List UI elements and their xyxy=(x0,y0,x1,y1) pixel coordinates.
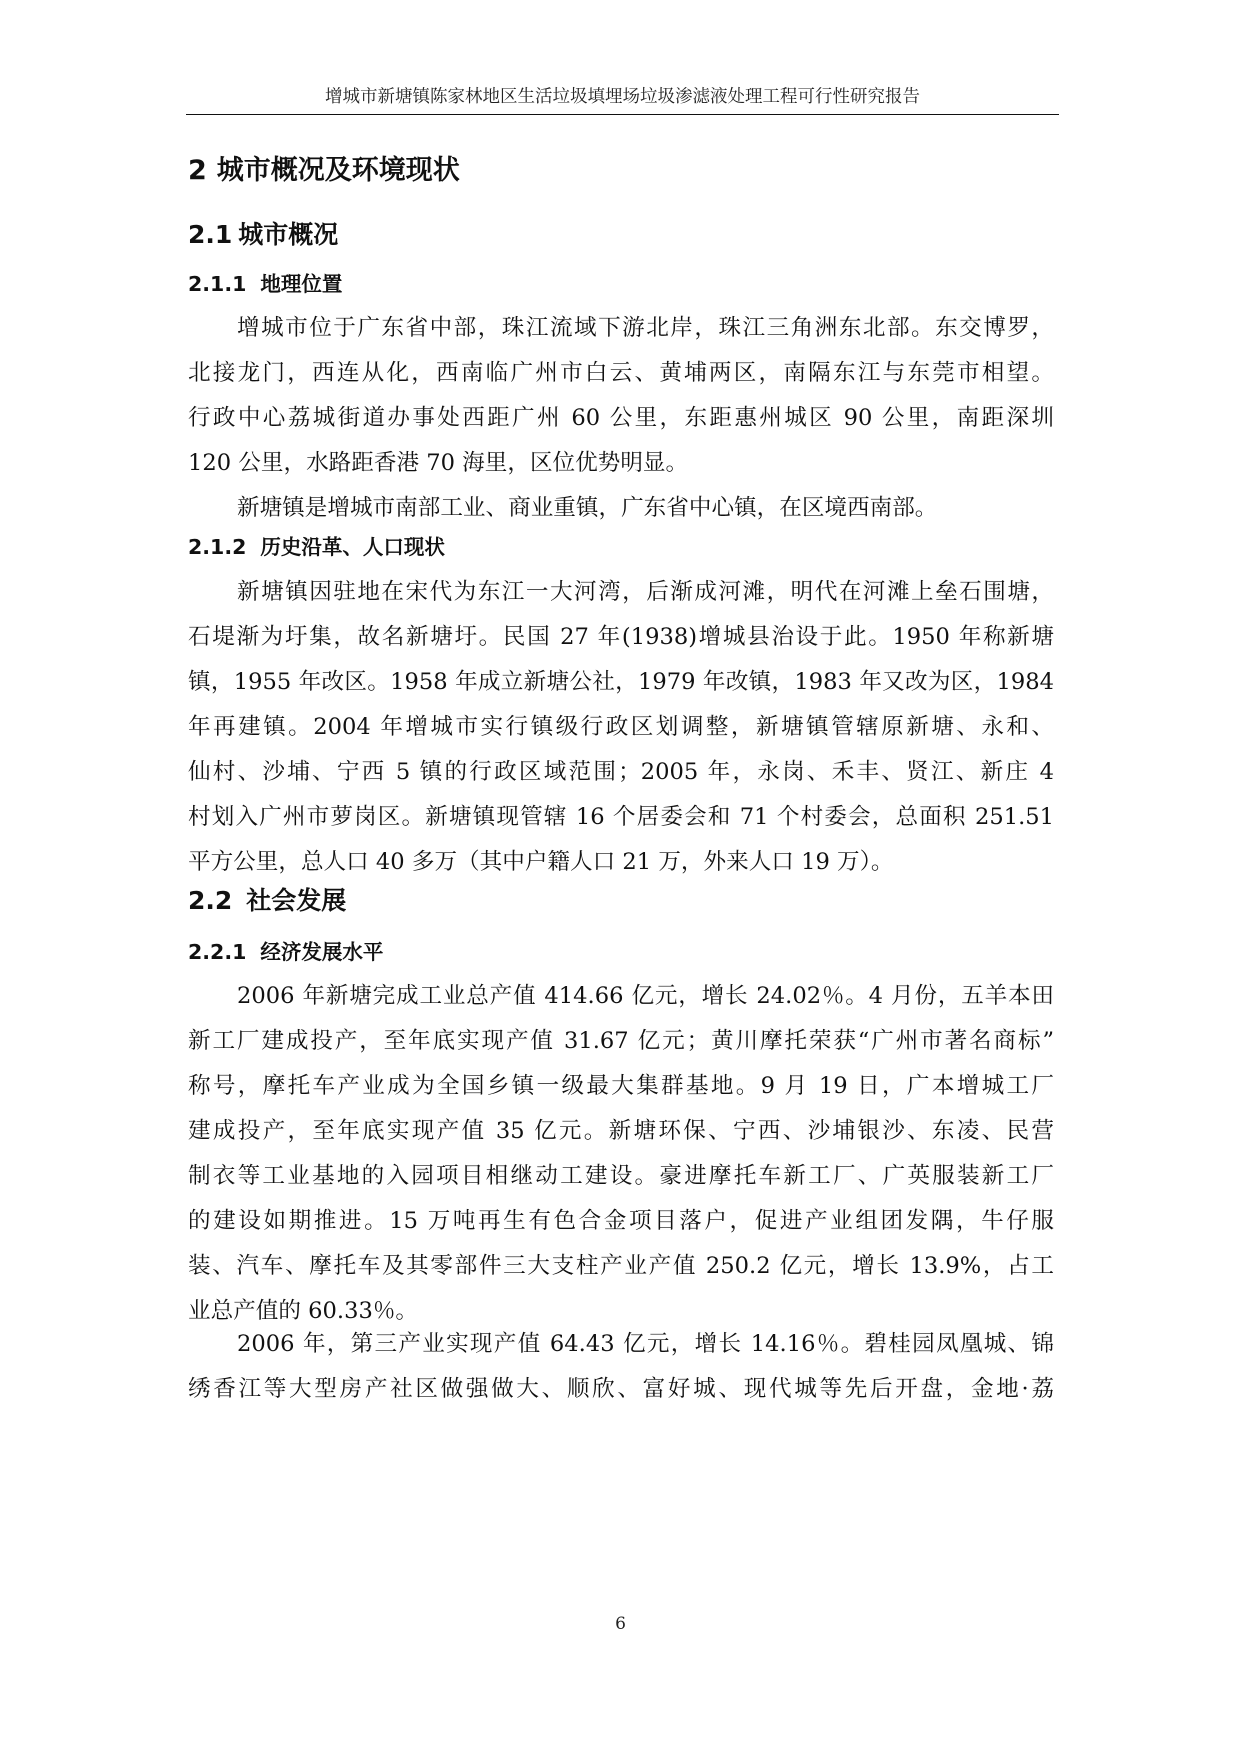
page-number: 6 xyxy=(615,1614,626,1634)
section-2-1-title: 城市概况 xyxy=(238,220,339,249)
running-header: 增城市新塘镇陈家林地区生活垃圾填埋场垃圾渗滤液处理工程可行性研究报告 xyxy=(325,87,920,107)
paragraph-tertiary-industry xyxy=(188,1322,1054,1412)
section-2-2-title: 社会发展 xyxy=(246,886,347,915)
text-line: 石堤渐为圩集，故名新塘圩。民国 27 年(1938)增城县治设于此。1950 年称新塘 xyxy=(188,624,1054,650)
text-line: 装、汽车、摩托车及其零部件三大支柱产业产值 250.2 亿元，增长 13.9%，占工 xyxy=(188,1253,1054,1279)
section-2-1-1-heading xyxy=(188,270,342,298)
text-line: 的建设如期推进。15 万吨再生有色合金项目落户，促进产业组团发隅，牛仔服 xyxy=(188,1208,1054,1234)
text-line: 年再建镇。2004 年增城市实行镇级行政区划调整，新塘镇管辖原新塘、永和、 xyxy=(188,714,1054,740)
section-2-2-1-title: 经济发展水平 xyxy=(260,940,384,964)
text-line: 120 公里，水路距香港 70 海里，区位优势明显。 xyxy=(188,450,689,476)
section-2-1-2-heading xyxy=(188,533,445,561)
text-line: 平方公里，总人口 40 多万（其中户籍人口 21 万，外来人口 19 万）。 xyxy=(188,849,894,875)
section-2-2-1-heading xyxy=(188,938,383,966)
section-2-1-2-title: 历史沿革、人口现状 xyxy=(260,535,445,559)
chapter-number: 2 xyxy=(188,155,207,186)
text-line: 业总产值的 60.33％。 xyxy=(188,1298,419,1324)
section-2-1-2-number: 2.1.2 xyxy=(188,535,247,559)
text-line: 新工厂建成投产，至年底实现产值 31.67 亿元；黄川摩托荣获“广州市著名商标” xyxy=(188,1028,1054,1054)
section-2-1-heading xyxy=(188,219,338,251)
text-line: 仙村、沙埔、宁西 5 镇的行政区域范围；2005 年，永岗、禾丰、贤江、新庄 4 xyxy=(188,759,1054,785)
text-line: 建成投产，至年底实现产值 35 亿元。新塘环保、宁西、沙埔银沙、东凌、民营 xyxy=(188,1118,1054,1144)
text-line: 2006 年新塘完成工业总产值 414.66 亿元，增长 24.02％。4 月份，五羊本田 xyxy=(237,983,1054,1009)
text-line: 行政中心荔城街道办事处西距广州 60 公里，东距惠州城区 90 公里，南距深圳 xyxy=(188,405,1054,431)
paragraph-history-population xyxy=(188,570,1054,885)
text-line: 新塘镇因驻地在宋代为东江一大河湾，后渐成河滩，明代在河滩上垒石围塘， xyxy=(237,579,1054,605)
header-rule xyxy=(186,114,1059,115)
text-line: 绣香江等大型房产社区做强做大、顺欣、富好城、现代城等先后开盘，金地·荔 xyxy=(188,1376,1054,1402)
text-line: 镇，1955 年改区。1958 年成立新塘公社，1979 年改镇，1983 年又改为区，1984 xyxy=(188,669,1054,695)
section-2-2-heading xyxy=(188,885,346,917)
chapter-title: 城市概况及环境现状 xyxy=(216,155,460,186)
section-2-2-number: 2.2 xyxy=(188,886,233,915)
text-line: 增城市位于广东省中部，珠江流域下游北岸，珠江三角洲东北部。东交博罗， xyxy=(237,315,1054,341)
paragraph-industry-output xyxy=(188,974,1054,1334)
chapter-heading xyxy=(188,154,460,188)
section-2-1-1-title: 地理位置 xyxy=(260,272,343,296)
text-line: 新塘镇是增城市南部工业、商业重镇，广东省中心镇，在区境西南部。 xyxy=(237,495,938,521)
text-line: 制衣等工业基地的入园项目相继动工建设。豪进摩托车新工厂、广英服装新工厂 xyxy=(188,1163,1054,1189)
text-line: 村划入广州市萝岗区。新塘镇现管辖 16 个居委会和 71 个村委会，总面积 251.51 xyxy=(188,804,1054,830)
text-line: 称号，摩托车产业成为全国乡镇一级最大集群基地。9 月 19 日，广本增城工厂 xyxy=(188,1073,1054,1099)
paragraph-geography xyxy=(188,306,1054,486)
text-line: 北接龙门，西连从化，西南临广州市白云、黄埔两区，南隔东江与东莞市相望。 xyxy=(188,360,1054,386)
section-2-1-number: 2.1 xyxy=(188,220,233,249)
text-line: 2006 年，第三产业实现产值 64.43 亿元，增长 14.16％。碧桂园凤凰城、锦 xyxy=(237,1331,1054,1357)
section-2-1-1-number: 2.1.1 xyxy=(188,272,247,296)
section-2-2-1-number: 2.2.1 xyxy=(188,940,247,964)
paragraph-xintang-town xyxy=(188,486,1054,531)
